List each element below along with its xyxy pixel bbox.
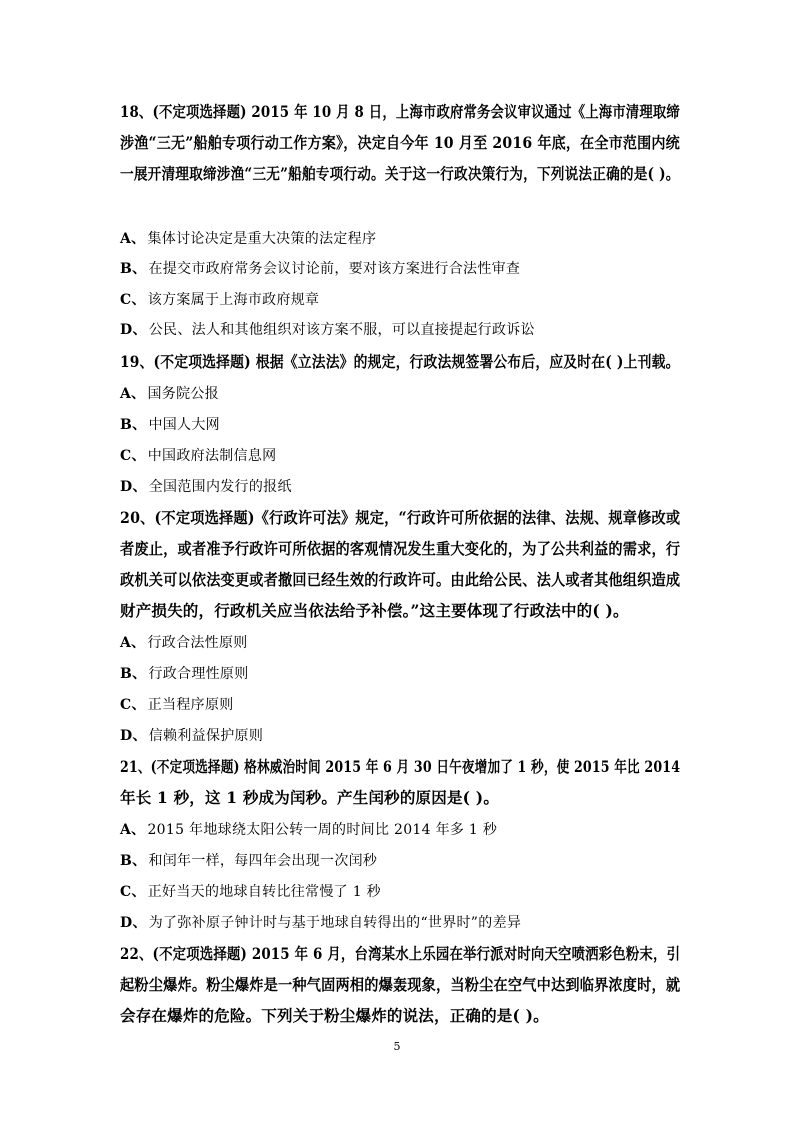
question-20-option-c [120,695,234,715]
option-label: D、 [120,322,147,338]
option-label: C、 [120,884,146,900]
question-20-option-a [120,633,248,653]
question-18-option-b [120,259,520,279]
option-text: 中国政府法制信息网 [147,448,277,464]
option-text: 2015 年地球绕太阳公转一周的时间比 2014 年多 1 秒 [147,822,498,838]
question-22-line-1: 22、(不定项选择题) 2015 年 6 月，台湾某水上乐园在举行派对时向天空喷洒彩色粉末，引 [120,944,681,963]
question-21-line-2: 年长 1 秒，这 1 秒成为闰秒。产生闰秒的原因是( )。 [120,788,500,807]
question-20-line-1: 20、(不定项选择题)《行政许可法》规定，“行政许可所依据的法律、法规、规章修改或 [120,508,681,527]
option-text: 集体讨论决定是重大决策的法定程序 [147,231,377,247]
option-text: 信赖利益保护原则 [148,728,264,744]
option-label: A、 [120,386,146,402]
option-label: B、 [120,853,147,869]
option-label: A、 [120,822,146,838]
question-22-line-3: 会存在爆炸的危险。下列关于粉尘爆炸的说法，正确的是( )。 [120,1006,549,1025]
question-22-line-2: 起粉尘爆炸。粉尘爆炸是一种气固两相的爆轰现象，当粉尘在空气中达到临界浓度时，就 [120,975,681,994]
question-18-option-c [120,290,319,310]
question-21-option-b [120,851,377,871]
question-19-line-1: 19、(不定项选择题) 根据《立法法》的规定，行政法规签署公布后，应及时在( )上刊载。 [120,352,680,371]
option-text: 中国人大网 [148,417,220,433]
question-21-option-c [120,882,381,902]
question-19-option-c [120,446,276,466]
question-18-option-d [120,320,535,340]
option-label: A、 [120,231,146,247]
option-label: D、 [120,915,147,931]
option-label: D、 [120,728,147,744]
option-label: B、 [120,261,147,277]
question-18-line-3: 一展开清理取缔涉渔“三无”船舶专项行动。关于这一行政决策行为，下列说法正确的是( )。 [120,164,680,183]
question-20-option-b [120,664,249,684]
question-18-line-1: 18、(不定项选择题) 2015 年 10 月 8 日，上海市政府常务会议审议通过《上海市清理取缔 [120,102,680,121]
option-text: 和闰年一样，每四年会出现一次闰秒 [148,853,378,869]
option-text: 正当程序原则 [147,697,234,713]
option-label: D、 [120,479,147,495]
question-20-line-3: 政机关可以依法变更或者撤回已经生效的行政许可。由此给公民、法人或者其他组织造成 [120,570,681,589]
question-20-line-4: 财产损失的，行政机关应当依法给予补偿。”这主要体现了行政法中的( )。 [120,601,629,620]
option-label: C、 [120,448,146,464]
option-text: 行政合法性原则 [147,635,248,651]
question-21-option-a [120,820,497,840]
option-text: 行政合理性原则 [148,666,249,682]
option-text: 国务院公报 [147,386,219,402]
question-21-option-d [120,913,521,933]
question-18-line-2: 涉渔“三无”船舶专项行动工作方案》，决定自今年 10 月至 2016 年底，在全市范围内统 [120,133,680,152]
question-20-line-2: 者废止，或者准予行政许可所依据的客观情况发生重大变化的，为了公共利益的需求，行 [120,539,681,558]
question-19-option-d [120,477,292,497]
option-text: 全国范围内发行的报纸 [148,479,292,495]
option-label: B、 [120,417,147,433]
option-text: 公民、法人和其他组织对该方案不服，可以直接提起行政诉讼 [148,322,535,338]
option-text: 为了弥补原子钟计时与基于地球自转得出的“世界时”的差异 [148,915,522,931]
option-text: 正好当天的地球自转比往常慢了 1 秒 [147,884,381,900]
question-20-option-d [120,726,263,746]
option-text: 在提交市政府常务会议讨论前，要对该方案进行合法性审查 [148,261,521,277]
option-text: 该方案属于上海市政府规章 [147,292,320,308]
option-label: A、 [120,635,146,651]
question-19-option-b [120,415,220,435]
question-18-option-a [120,229,376,249]
option-label: C、 [120,292,146,308]
question-19-option-a [120,384,219,404]
question-21-line-1: 21、(不定项选择题) 格林威治时间 2015 年 6 月 30 日午夜增加了 1 秒，使 2015 年比 2014 [120,757,681,776]
option-label: C、 [120,697,146,713]
page-number: 5 [393,1040,401,1053]
option-label: B、 [120,666,147,682]
